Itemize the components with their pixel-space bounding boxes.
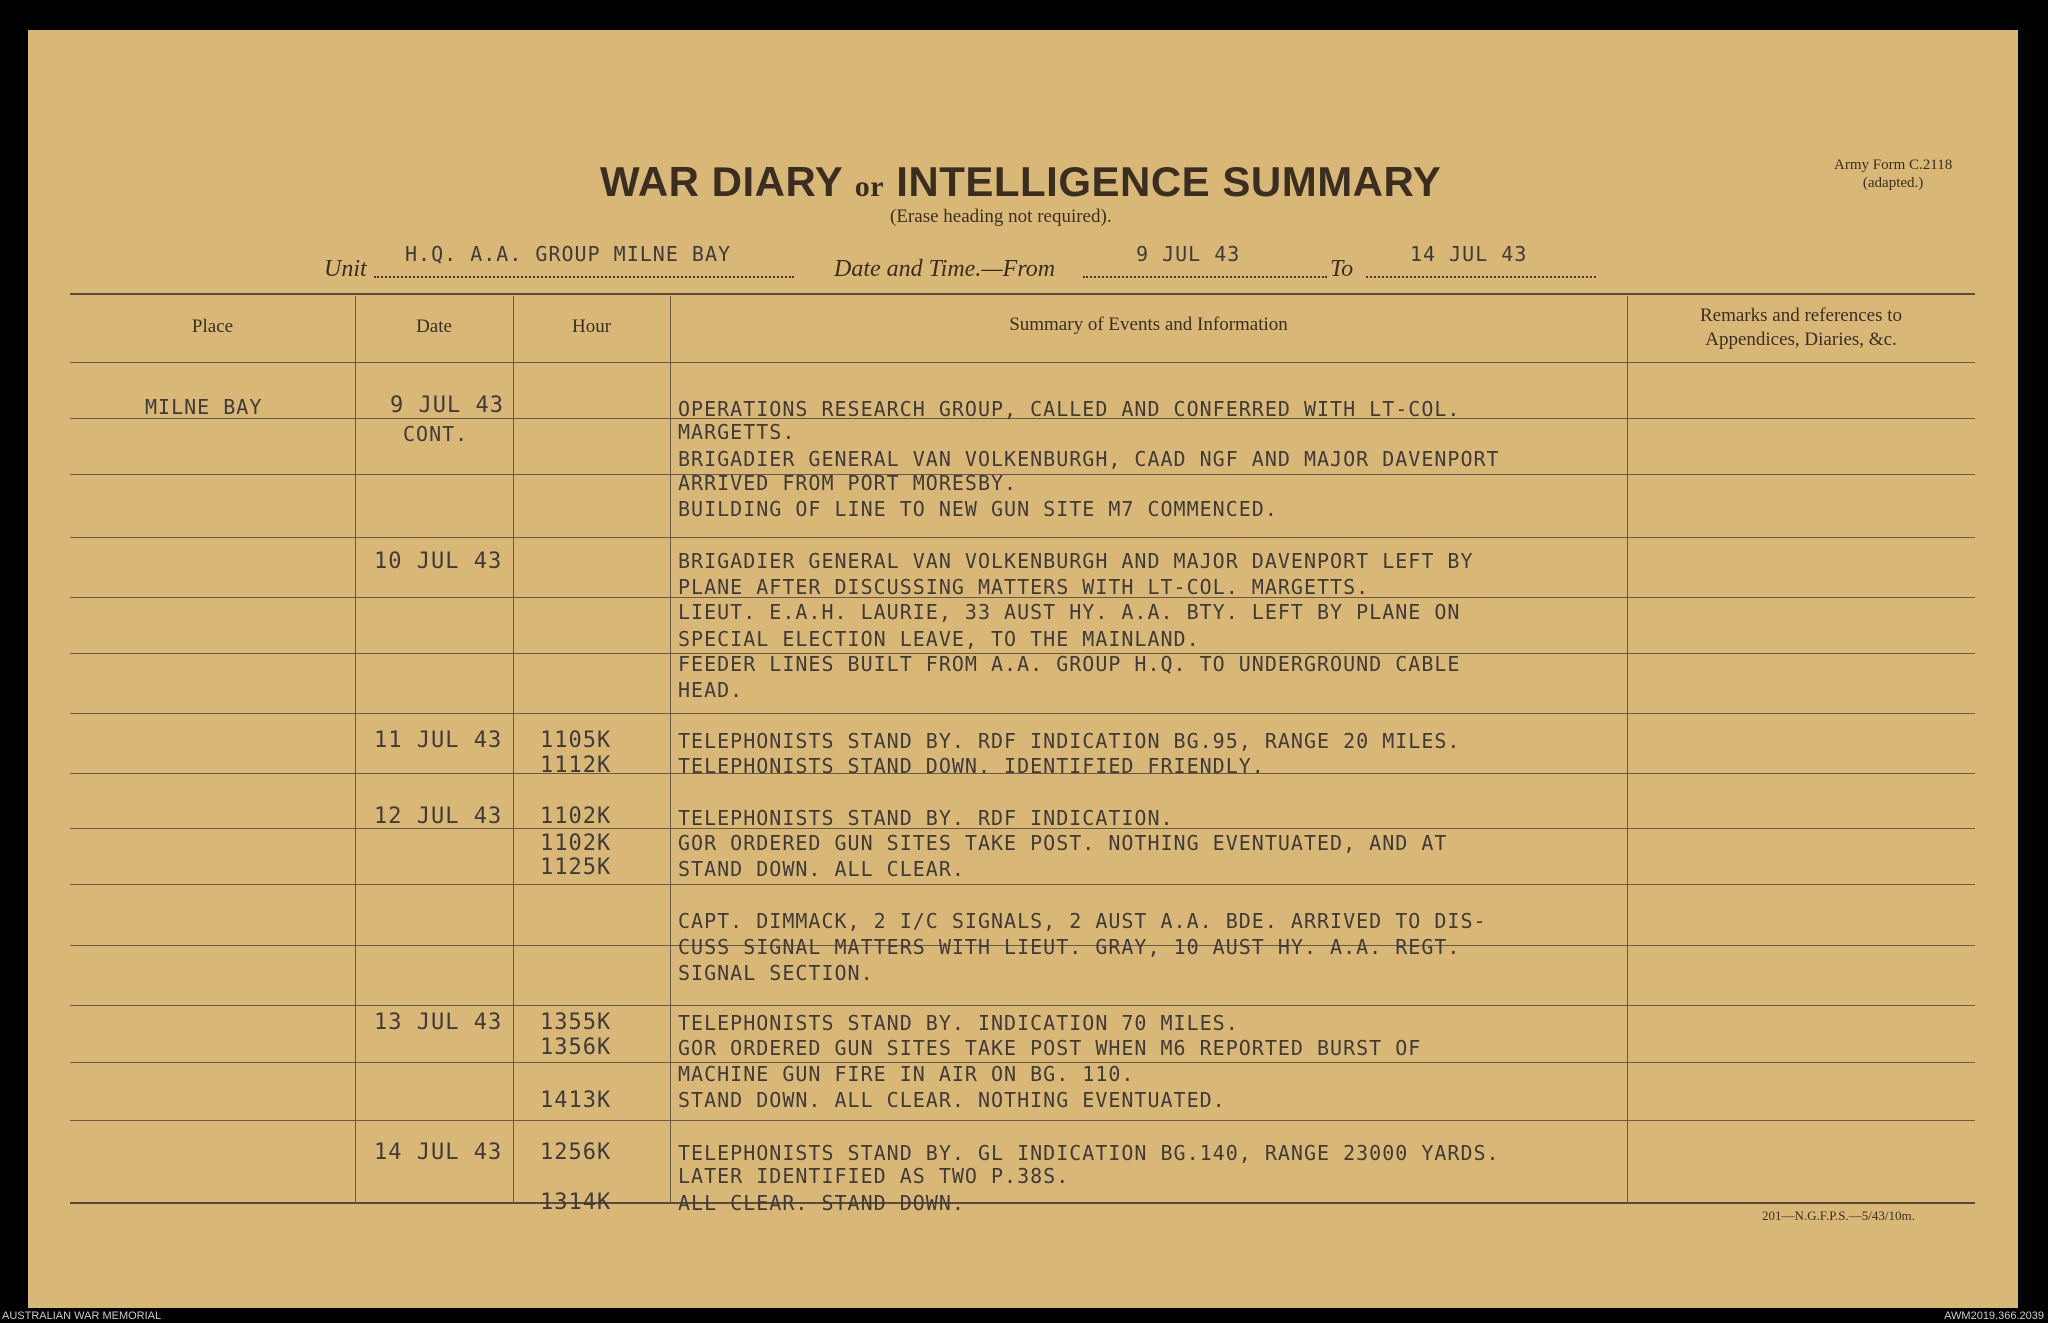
hour-cell: 1105K: [540, 728, 612, 753]
hour-cell: 1102K: [540, 831, 612, 856]
form-reference: [1834, 156, 1952, 192]
hour-cell: 1256K: [540, 1140, 612, 1165]
to-label: To: [1330, 256, 1354, 282]
summary-line: HEAD.: [678, 678, 744, 702]
hour-cell: 1102K: [540, 804, 612, 829]
page-subtitle: (Erase heading not required).: [890, 206, 1112, 227]
form-adapted-note: (adapted.): [1862, 175, 1924, 191]
summary-line: TELEPHONISTS STAND DOWN. IDENTIFIED FRIENDLY.: [678, 754, 1265, 778]
col-header-summary: Summary of Events and Information: [1009, 314, 1288, 335]
summary-line: SPECIAL ELECTION LEAVE, TO THE MAINLAND.: [678, 627, 1200, 651]
summary-line: GOR ORDERED GUN SITES TAKE POST WHEN M6 REPORTED BURST OF: [678, 1036, 1422, 1060]
date-to-value: 14 JUL 43: [1410, 242, 1528, 266]
page-title: [600, 158, 1441, 206]
date-cell: 11 JUL 43: [374, 728, 503, 753]
hour-cell: 1355K: [540, 1010, 612, 1035]
col-divider-summary: [670, 296, 671, 1202]
date-cont-cell: CONT.: [403, 422, 469, 446]
summary-line: STAND DOWN. ALL CLEAR. NOTHING EVENTUATED.: [678, 1088, 1226, 1112]
date-cell: 13 JUL 43: [374, 1010, 503, 1035]
remarks-header-line-2: Appendices, Diaries, &c.: [1705, 329, 1897, 350]
col-divider-date: [355, 296, 356, 1202]
date-time-label: Date and Time.—From: [834, 256, 1056, 282]
unit-label: Unit: [324, 256, 367, 282]
summary-line: TELEPHONISTS STAND BY. RDF INDICATION BG.95, RANGE 20 MILES.: [678, 729, 1461, 753]
summary-line: BRIGADIER GENERAL VAN VOLKENBURGH, CAAD NGF AND MAJOR DAVENPORT: [678, 447, 1500, 471]
row-rule: [70, 713, 1975, 714]
row-rule: [70, 1005, 1975, 1006]
summary-line: STAND DOWN. ALL CLEAR.: [678, 857, 965, 881]
summary-line: MARGETTS.: [678, 420, 796, 444]
summary-line: MACHINE GUN FIRE IN AIR ON BG. 110.: [678, 1062, 1135, 1086]
title-or: or: [854, 170, 885, 203]
table-bottom-rule: [70, 1202, 1975, 1204]
summary-line: ARRIVED FROM PORT MORESBY.: [678, 471, 1018, 495]
col-header-place: Place: [191, 316, 234, 337]
row-rule: [70, 884, 1975, 885]
summary-line: BRIGADIER GENERAL VAN VOLKENBURGH AND MAJOR DAVENPORT LEFT BY: [678, 549, 1474, 573]
summary-line: CUSS SIGNAL MATTERS WITH LIEUT. GRAY, 10 AUST HY. A.A. REGT.: [678, 935, 1461, 959]
unit-dotted-line: [374, 276, 794, 278]
credit-accession-number: AWM2019.366.2039: [1944, 1310, 2044, 1322]
hour-cell: 1413K: [540, 1088, 612, 1113]
col-divider-hour: [513, 296, 514, 1202]
hour-cell: 1314K: [540, 1190, 612, 1215]
summary-line: LATER IDENTIFIED AS TWO P.38S.: [678, 1164, 1070, 1188]
col-header-hour: Hour: [571, 316, 612, 337]
table-top-rule: [70, 293, 1975, 295]
summary-line: TELEPHONISTS STAND BY. GL INDICATION BG.140, RANGE 23000 YARDS.: [678, 1141, 1500, 1165]
from-dotted-line: [1083, 276, 1327, 278]
summary-line: GOR ORDERED GUN SITES TAKE POST. NOTHING EVENTUATED, AND AT: [678, 831, 1448, 855]
row-rule: [70, 1120, 1975, 1121]
print-reference: 201—N.G.F.P.S.—5/43/10m.: [1762, 1208, 1915, 1223]
remarks-header-line-1: Remarks and references to: [1699, 305, 1903, 326]
summary-line: TELEPHONISTS STAND BY. INDICATION 70 MILES.: [678, 1011, 1239, 1035]
summary-line: PLANE AFTER DISCUSSING MATTERS WITH LT-COL. MARGETTS.: [678, 575, 1370, 599]
col-header-remarks: [1627, 304, 1975, 352]
summary-line: CAPT. DIMMACK, 2 I/C SIGNALS, 2 AUST A.A. BDE. ARRIVED TO DIS-: [678, 909, 1487, 933]
date-from-value: 9 JUL 43: [1136, 242, 1241, 266]
unit-value: H.Q. A.A. GROUP MILNE BAY: [405, 242, 732, 266]
form-number: Army Form C.2118: [1834, 157, 1953, 173]
hour-cell: 1356K: [540, 1035, 612, 1060]
date-cell: 10 JUL 43: [374, 549, 503, 574]
date-cell: 12 JUL 43: [374, 804, 503, 829]
summary-line: ALL CLEAR. STAND DOWN.: [678, 1191, 965, 1215]
title-intelligence-summary: INTELLIGENCE SUMMARY: [896, 158, 1442, 205]
summary-line: LIEUT. E.A.H. LAURIE, 33 AUST HY. A.A. BTY. LEFT BY PLANE ON: [678, 600, 1461, 624]
to-dotted-line: [1366, 276, 1596, 278]
hour-cell: 1112K: [540, 753, 612, 778]
summary-line: OPERATIONS RESEARCH GROUP, CALLED AND CONFERRED WITH LT-COL.: [678, 397, 1461, 421]
summary-line: FEEDER LINES BUILT FROM A.A. GROUP H.Q. TO UNDERGROUND CABLE: [678, 652, 1461, 676]
col-header-date: Date: [416, 316, 452, 337]
col-divider-remarks: [1627, 296, 1628, 1202]
date-cell: 14 JUL 43: [374, 1140, 503, 1165]
credit-institution: AUSTRALIAN WAR MEMORIAL: [2, 1310, 162, 1322]
summary-line: TELEPHONISTS STAND BY. RDF INDICATION.: [678, 806, 1174, 830]
date-cell: 9 JUL 43: [390, 393, 504, 418]
hour-cell: 1125K: [540, 855, 612, 880]
summary-line: SIGNAL SECTION.: [678, 961, 874, 985]
row-rule: [70, 537, 1975, 538]
place-milne-bay: MILNE BAY: [145, 395, 263, 419]
title-war-diary: WAR DIARY: [600, 158, 843, 205]
summary-line: BUILDING OF LINE TO NEW GUN SITE M7 COMMENCED.: [678, 497, 1278, 521]
row-rule: [70, 474, 1975, 475]
